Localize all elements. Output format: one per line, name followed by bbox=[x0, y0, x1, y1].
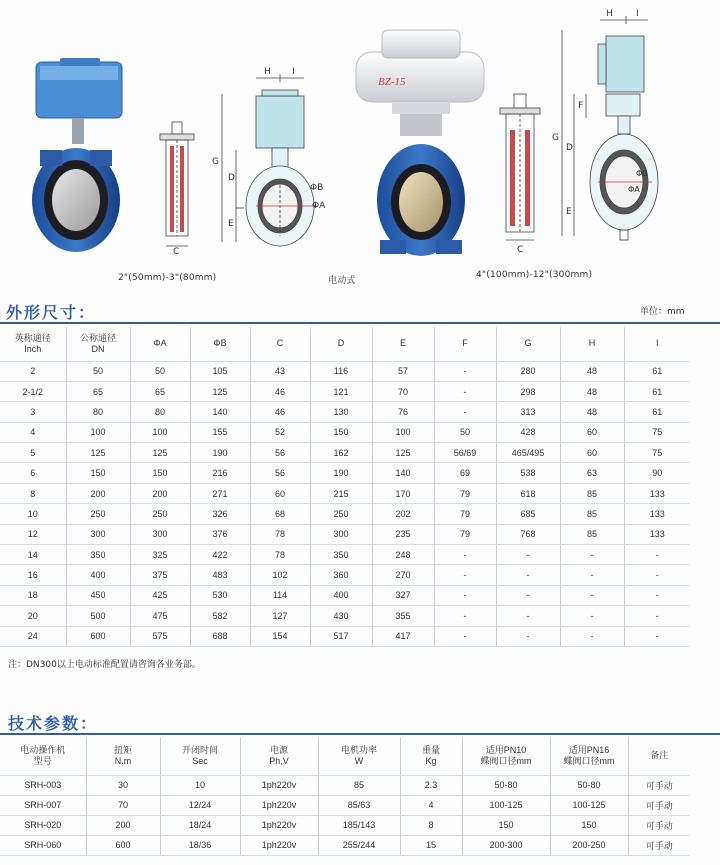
table-cell: 127 bbox=[250, 606, 310, 626]
tech-col-motor-power: 电机功率 W bbox=[318, 737, 400, 775]
table-cell: 300 bbox=[66, 524, 130, 544]
svg-text:I: I bbox=[636, 9, 639, 19]
table-cell: 200 bbox=[130, 483, 190, 503]
table-cell: 69 bbox=[434, 463, 496, 483]
table-cell: 162 bbox=[310, 443, 372, 463]
table-cell: 517 bbox=[310, 626, 372, 646]
table-row bbox=[0, 443, 690, 463]
table-cell: - bbox=[624, 545, 690, 565]
table-cell: 154 bbox=[250, 626, 310, 646]
table-cell: 250 bbox=[130, 504, 190, 524]
table-cell: 100 bbox=[130, 422, 190, 442]
tech-col-model: 电动操作机 型号 bbox=[0, 737, 86, 775]
table-cell: 130 bbox=[310, 402, 372, 422]
table-cell: 80 bbox=[130, 402, 190, 422]
table-cell: 150 bbox=[66, 463, 130, 483]
table-cell: - bbox=[624, 585, 690, 605]
svg-text:E: E bbox=[228, 219, 234, 229]
tech-table-body bbox=[0, 775, 690, 855]
svg-text:D: D bbox=[228, 173, 235, 183]
table-cell: 56 bbox=[250, 443, 310, 463]
table-cell: 100 bbox=[372, 422, 434, 442]
col-header-phi-b: ΦB bbox=[190, 327, 250, 361]
col-header-phi-a: ΦA bbox=[130, 327, 190, 361]
unit-label: 单位：mm bbox=[640, 307, 685, 317]
valve-side-section-large bbox=[500, 94, 540, 255]
col-header-inch: 英称通径 Inch bbox=[0, 327, 66, 361]
table-cell: 1ph220v bbox=[240, 835, 318, 855]
svg-text:ΦA: ΦA bbox=[628, 185, 640, 194]
table-row bbox=[0, 835, 690, 855]
table-cell: - bbox=[624, 565, 690, 585]
table-cell: 475 bbox=[130, 606, 190, 626]
table-cell: 85 bbox=[560, 504, 624, 524]
table-cell: 70 bbox=[372, 381, 434, 401]
table-cell: 200 bbox=[86, 815, 160, 835]
caption-right: 4"(100mm)-12"(300mm) bbox=[476, 270, 593, 280]
table-cell: 18/24 bbox=[160, 815, 240, 835]
tech-title: 技术参数： bbox=[8, 714, 99, 733]
valve-side-section-small bbox=[160, 122, 194, 257]
table-cell: 271 bbox=[190, 483, 250, 503]
col-header-f: F bbox=[434, 327, 496, 361]
svg-text:BZ-15: BZ-15 bbox=[378, 76, 406, 88]
col-header-g: G bbox=[496, 327, 560, 361]
tech-col-pn10: 适用PN10 蝶阀口径mm bbox=[462, 737, 550, 775]
table-cell: - bbox=[434, 402, 496, 422]
svg-text:G: G bbox=[552, 133, 559, 143]
table-row bbox=[0, 504, 690, 524]
table-cell: 235 bbox=[372, 524, 434, 544]
table-cell: - bbox=[496, 606, 560, 626]
col-header-d: D bbox=[310, 327, 372, 361]
table-cell: 14 bbox=[0, 545, 66, 565]
table-cell: 48 bbox=[560, 361, 624, 381]
table-cell: 325 bbox=[130, 545, 190, 565]
tech-col-weight: 重量 Kg bbox=[400, 737, 462, 775]
table-cell: 85 bbox=[318, 775, 400, 795]
table-cell: 可手动 bbox=[628, 775, 690, 795]
table-cell: 125 bbox=[190, 381, 250, 401]
table-cell: 79 bbox=[434, 504, 496, 524]
table-cell: 575 bbox=[130, 626, 190, 646]
table-cell: 538 bbox=[496, 463, 560, 483]
table-cell: 90 bbox=[624, 463, 690, 483]
table-cell: - bbox=[560, 606, 624, 626]
table-cell: - bbox=[560, 565, 624, 585]
table-cell: 50 bbox=[66, 361, 130, 381]
table-cell: - bbox=[434, 606, 496, 626]
table-cell: 60 bbox=[250, 483, 310, 503]
svg-text:H: H bbox=[606, 9, 613, 19]
table-cell: 79 bbox=[434, 524, 496, 544]
table-cell: 375 bbox=[130, 565, 190, 585]
tech-table bbox=[0, 737, 690, 856]
table-cell: 65 bbox=[66, 381, 130, 401]
table-cell: 200-250 bbox=[550, 835, 628, 855]
col-header-c: C bbox=[250, 327, 310, 361]
table-cell: 20 bbox=[0, 606, 66, 626]
table-cell: 114 bbox=[250, 585, 310, 605]
table-cell: 190 bbox=[310, 463, 372, 483]
table-cell: 68 bbox=[250, 504, 310, 524]
table-cell: 300 bbox=[310, 524, 372, 544]
table-cell: 4 bbox=[400, 795, 462, 815]
table-row bbox=[0, 463, 690, 483]
table-cell: 355 bbox=[372, 606, 434, 626]
table-cell: 248 bbox=[372, 545, 434, 565]
table-cell: 100 bbox=[66, 422, 130, 442]
table-cell: 300 bbox=[130, 524, 190, 544]
table-cell: 422 bbox=[190, 545, 250, 565]
table-cell: 150 bbox=[310, 422, 372, 442]
table-cell: 24 bbox=[0, 626, 66, 646]
table-cell: 140 bbox=[372, 463, 434, 483]
table-cell: 360 bbox=[310, 565, 372, 585]
table-row bbox=[0, 381, 690, 401]
table-cell: 417 bbox=[372, 626, 434, 646]
table-cell: 618 bbox=[496, 483, 560, 503]
table-row bbox=[0, 422, 690, 442]
table-cell: - bbox=[624, 606, 690, 626]
table-cell: - bbox=[560, 545, 624, 565]
table-cell: 313 bbox=[496, 402, 560, 422]
table-cell: 250 bbox=[310, 504, 372, 524]
table-cell: 可手动 bbox=[628, 795, 690, 815]
table-cell: 768 bbox=[496, 524, 560, 544]
dimensions-header-row bbox=[0, 327, 690, 361]
table-cell: 8 bbox=[400, 815, 462, 835]
svg-text:ΦA: ΦA bbox=[312, 201, 326, 211]
table-cell: - bbox=[434, 545, 496, 565]
table-cell: 6 bbox=[0, 463, 66, 483]
table-cell: 600 bbox=[86, 835, 160, 855]
table-cell: 400 bbox=[310, 585, 372, 605]
table-cell: - bbox=[496, 545, 560, 565]
table-row bbox=[0, 795, 690, 815]
table-cell: - bbox=[496, 565, 560, 585]
table-cell: 530 bbox=[190, 585, 250, 605]
table-row bbox=[0, 626, 690, 646]
table-cell: 430 bbox=[310, 606, 372, 626]
table-cell: 78 bbox=[250, 545, 310, 565]
table-cell: 60 bbox=[560, 422, 624, 442]
table-cell: - bbox=[560, 585, 624, 605]
svg-text:ΦB: ΦB bbox=[310, 183, 324, 193]
table-cell: 61 bbox=[624, 402, 690, 422]
svg-text:E: E bbox=[566, 207, 572, 217]
product-illustrations bbox=[0, 0, 720, 300]
table-cell: 150 bbox=[550, 815, 628, 835]
table-cell: 15 bbox=[400, 835, 462, 855]
table-cell: 2.3 bbox=[400, 775, 462, 795]
table-cell: 75 bbox=[624, 422, 690, 442]
svg-text:H: H bbox=[264, 67, 271, 77]
table-cell: 5 bbox=[0, 443, 66, 463]
table-cell: 79 bbox=[434, 483, 496, 503]
table-cell: 140 bbox=[190, 402, 250, 422]
table-cell: 70 bbox=[86, 795, 160, 815]
table-cell: 150 bbox=[462, 815, 550, 835]
table-row bbox=[0, 524, 690, 544]
dimensions-table bbox=[0, 327, 690, 647]
table-cell: 465/495 bbox=[496, 443, 560, 463]
svg-text:F: F bbox=[578, 101, 584, 111]
table-cell: - bbox=[496, 585, 560, 605]
table-cell: 2-1/2 bbox=[0, 381, 66, 401]
table-cell: 75 bbox=[624, 443, 690, 463]
table-cell: 425 bbox=[130, 585, 190, 605]
table-cell: 685 bbox=[496, 504, 560, 524]
table-cell: 56/69 bbox=[434, 443, 496, 463]
table-cell: 可手动 bbox=[628, 835, 690, 855]
dimensions-rule bbox=[0, 322, 720, 324]
table-cell: 可手动 bbox=[628, 815, 690, 835]
table-cell: 270 bbox=[372, 565, 434, 585]
table-cell: 63 bbox=[560, 463, 624, 483]
table-cell: 121 bbox=[310, 381, 372, 401]
table-cell: 133 bbox=[624, 504, 690, 524]
table-cell: 155 bbox=[190, 422, 250, 442]
table-cell: 2 bbox=[0, 361, 66, 381]
table-cell: 125 bbox=[372, 443, 434, 463]
table-cell: 50-80 bbox=[550, 775, 628, 795]
table-cell: 65 bbox=[130, 381, 190, 401]
table-cell: 185/143 bbox=[318, 815, 400, 835]
table-cell: - bbox=[434, 361, 496, 381]
table-cell: 85/63 bbox=[318, 795, 400, 815]
table-cell: SRH-003 bbox=[0, 775, 86, 795]
caption-center: 电动式 bbox=[328, 276, 356, 286]
table-cell: 200 bbox=[66, 483, 130, 503]
col-header-i: I bbox=[624, 327, 690, 361]
table-cell: SRH-060 bbox=[0, 835, 86, 855]
table-cell: 326 bbox=[190, 504, 250, 524]
table-cell: 100-125 bbox=[550, 795, 628, 815]
dimensions-table-body bbox=[0, 361, 690, 646]
table-cell: SRH-007 bbox=[0, 795, 86, 815]
table-cell: 600 bbox=[66, 626, 130, 646]
table-cell: - bbox=[496, 626, 560, 646]
table-cell: 3 bbox=[0, 402, 66, 422]
table-cell: 76 bbox=[372, 402, 434, 422]
table-cell: 56 bbox=[250, 463, 310, 483]
tech-col-pn16: 适用PN16 蝶阀口径mm bbox=[550, 737, 628, 775]
table-cell: 105 bbox=[190, 361, 250, 381]
table-cell: 582 bbox=[190, 606, 250, 626]
table-cell: 100-125 bbox=[462, 795, 550, 815]
table-cell: 1ph220v bbox=[240, 775, 318, 795]
table-cell: 170 bbox=[372, 483, 434, 503]
tech-col-torque: 扭矩 N.m bbox=[86, 737, 160, 775]
table-cell: 190 bbox=[190, 443, 250, 463]
table-row bbox=[0, 402, 690, 422]
table-cell: 43 bbox=[250, 361, 310, 381]
dimensions-note: 注：DN300以上电动标准配置请咨询各业务部。 bbox=[8, 660, 201, 670]
table-cell: 350 bbox=[66, 545, 130, 565]
table-cell: 48 bbox=[560, 381, 624, 401]
table-cell: 500 bbox=[66, 606, 130, 626]
table-row bbox=[0, 483, 690, 503]
table-row bbox=[0, 606, 690, 626]
table-cell: 85 bbox=[560, 524, 624, 544]
table-cell: 688 bbox=[190, 626, 250, 646]
tech-header-row bbox=[0, 737, 690, 775]
svg-text:C: C bbox=[173, 247, 180, 257]
col-header-dn: 公称通径 DN bbox=[66, 327, 130, 361]
dimensions-title: 外形尺寸： bbox=[6, 303, 97, 322]
valve-front-drawing-small bbox=[212, 67, 326, 246]
table-row bbox=[0, 545, 690, 565]
table-cell: 61 bbox=[624, 381, 690, 401]
table-cell: 78 bbox=[250, 524, 310, 544]
table-cell: 18 bbox=[0, 585, 66, 605]
table-cell: 327 bbox=[372, 585, 434, 605]
table-cell: 428 bbox=[496, 422, 560, 442]
svg-text:D: D bbox=[566, 143, 573, 153]
table-cell: 250 bbox=[66, 504, 130, 524]
table-cell: 125 bbox=[66, 443, 130, 463]
table-cell: 350 bbox=[310, 545, 372, 565]
table-cell: 450 bbox=[66, 585, 130, 605]
table-cell: 483 bbox=[190, 565, 250, 585]
table-cell: 18/36 bbox=[160, 835, 240, 855]
table-cell: 50 bbox=[130, 361, 190, 381]
table-cell: 200-300 bbox=[462, 835, 550, 855]
table-cell: - bbox=[624, 626, 690, 646]
table-cell: 125 bbox=[130, 443, 190, 463]
table-cell: 16 bbox=[0, 565, 66, 585]
table-cell: 57 bbox=[372, 361, 434, 381]
table-cell: 150 bbox=[130, 463, 190, 483]
table-cell: 50 bbox=[434, 422, 496, 442]
table-cell: 10 bbox=[0, 504, 66, 524]
table-cell: 85 bbox=[560, 483, 624, 503]
svg-text:I: I bbox=[292, 67, 295, 77]
table-cell: 216 bbox=[190, 463, 250, 483]
table-cell: 46 bbox=[250, 402, 310, 422]
table-cell: - bbox=[560, 626, 624, 646]
table-cell: 30 bbox=[86, 775, 160, 795]
table-cell: 400 bbox=[66, 565, 130, 585]
table-row bbox=[0, 775, 690, 795]
table-row bbox=[0, 585, 690, 605]
valve-photo-electric bbox=[356, 30, 484, 256]
table-cell: 60 bbox=[560, 443, 624, 463]
table-cell: 8 bbox=[0, 483, 66, 503]
svg-text:G: G bbox=[212, 157, 219, 167]
svg-text:C: C bbox=[517, 245, 524, 255]
table-cell: 12 bbox=[0, 524, 66, 544]
table-cell: 376 bbox=[190, 524, 250, 544]
table-cell: 80 bbox=[66, 402, 130, 422]
table-cell: 46 bbox=[250, 381, 310, 401]
table-cell: - bbox=[434, 626, 496, 646]
table-cell: 1ph220v bbox=[240, 815, 318, 835]
table-cell: 202 bbox=[372, 504, 434, 524]
table-cell: 116 bbox=[310, 361, 372, 381]
valve-front-drawing-large bbox=[552, 9, 658, 240]
caption-left: 2"(50mm)-3"(80mm) bbox=[118, 273, 217, 283]
table-cell: 52 bbox=[250, 422, 310, 442]
table-row bbox=[0, 565, 690, 585]
table-cell: 10 bbox=[160, 775, 240, 795]
table-cell: 215 bbox=[310, 483, 372, 503]
table-cell: 102 bbox=[250, 565, 310, 585]
table-row bbox=[0, 815, 690, 835]
table-cell: 280 bbox=[496, 361, 560, 381]
table-cell: 1ph220v bbox=[240, 795, 318, 815]
table-cell: - bbox=[434, 381, 496, 401]
tech-col-time: 开闭时间 Sec bbox=[160, 737, 240, 775]
table-row bbox=[0, 361, 690, 381]
col-header-e: E bbox=[372, 327, 434, 361]
tech-col-power-supply: 电源 Ph,V bbox=[240, 737, 318, 775]
table-cell: 298 bbox=[496, 381, 560, 401]
tech-rule bbox=[0, 733, 720, 735]
table-cell: 4 bbox=[0, 422, 66, 442]
table-cell: 50-80 bbox=[462, 775, 550, 795]
table-cell: 12/24 bbox=[160, 795, 240, 815]
table-cell: 133 bbox=[624, 483, 690, 503]
table-cell: 133 bbox=[624, 524, 690, 544]
table-cell: 48 bbox=[560, 402, 624, 422]
table-cell: - bbox=[434, 585, 496, 605]
col-header-h: H bbox=[560, 327, 624, 361]
svg-text:ΦB: ΦB bbox=[636, 169, 648, 178]
table-cell: SRH-020 bbox=[0, 815, 86, 835]
tech-col-remark: 备注 bbox=[628, 737, 690, 775]
table-cell: - bbox=[434, 565, 496, 585]
valve-photo-small bbox=[32, 58, 122, 252]
table-cell: 61 bbox=[624, 361, 690, 381]
table-cell: 255/244 bbox=[318, 835, 400, 855]
